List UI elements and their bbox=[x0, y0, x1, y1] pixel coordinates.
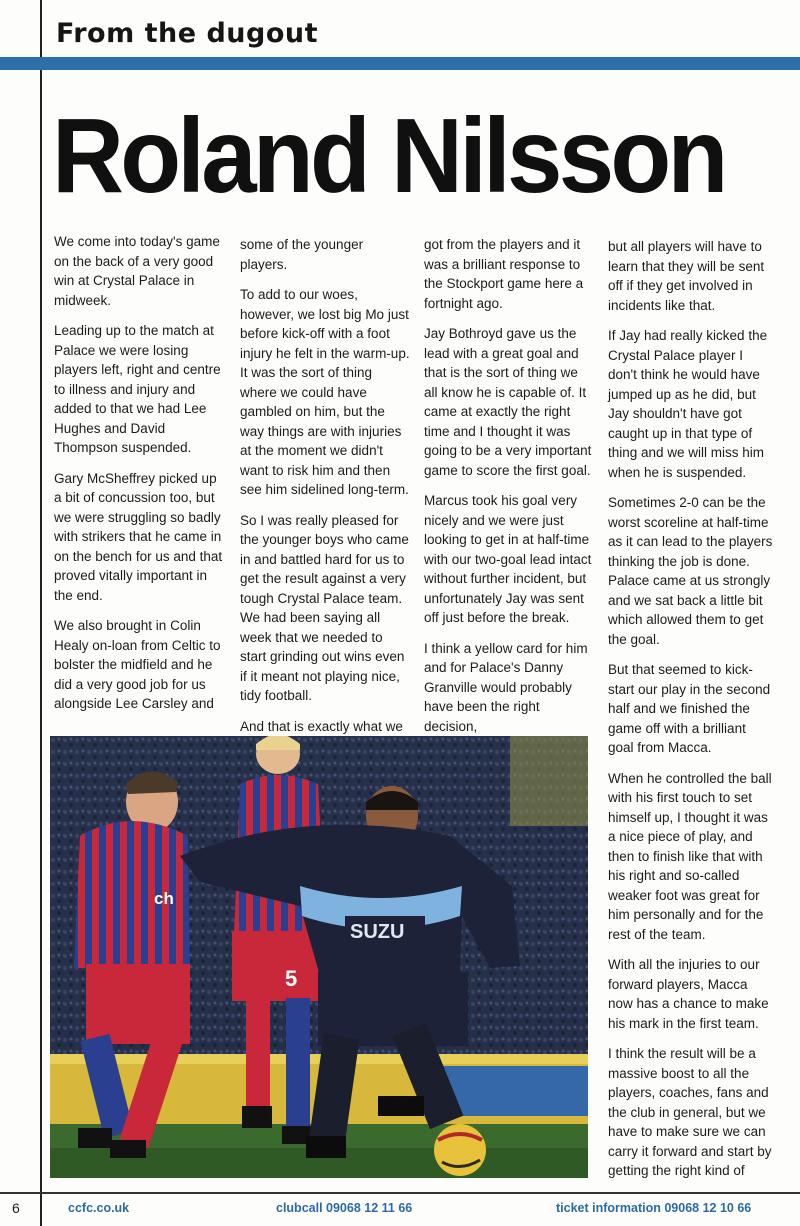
advertising-board-stripe bbox=[50, 1054, 588, 1064]
paragraph: And that is exactly what we bbox=[240, 718, 403, 734]
paragraph: got from the players and it was a brilliant response to the Stockport game here a fortnight ago. bbox=[424, 237, 584, 311]
section-title: From the dugout bbox=[56, 18, 319, 49]
header-blue-band bbox=[0, 57, 800, 70]
paragraph: When he controlled the ball with his first touch to set himself up, I thought it was a nice piece of play, and then to finish like that with his right and so-called weaker foot was great for him personally and for the rest of the team. bbox=[608, 770, 772, 942]
paragraph: If Jay had really kicked the Crystal Palace player I don't think he would have jumped up as he did, but Jay shouldn't have got caught up in that type of thing and we will miss him when he is suspended. bbox=[608, 328, 768, 480]
match-photo bbox=[50, 736, 588, 1178]
ticket-information-number: ticket information 09068 12 10 66 bbox=[556, 1201, 752, 1215]
paragraph: Jay Bothroyd gave us the lead with a great goal and that is the sort of thing we all know he is capable of. It came at exactly the right time and I thought it was going to be a very important game to score the first goal. bbox=[424, 326, 592, 478]
clubcall-number: clubcall 09068 12 11 66 bbox=[276, 1201, 413, 1215]
paragraph: But that seemed to kick-start our play in the second half and we finished the game off with a brilliant goal from Macca. bbox=[608, 662, 771, 755]
football bbox=[434, 1124, 486, 1176]
shirt-sponsor-left: ch bbox=[154, 889, 174, 908]
paragraph: We also brought in Colin Healy on-loan from Celtic to bolster the midfield and he did a very good job for us alongside Lee Carsley and bbox=[54, 618, 221, 711]
paragraph: but all players will have to learn that they will be sent off if they get involved in incidents like that. bbox=[608, 239, 765, 313]
paragraph: So I was really pleased for the younger boys who came in and battled hard for us to get the result against a very tough Crystal Palace team. We had been saying all week that we needed to start grinding out wins even if it meant not playing nice, tidy football. bbox=[240, 512, 409, 703]
article-column-4 bbox=[608, 237, 773, 1192]
paragraph: Leading up to the match at Palace we were losing players left, right and centre to illness and injury and added to that we had Lee Hughes and David Thompson suspended. bbox=[54, 323, 221, 455]
stand-light bbox=[510, 736, 588, 826]
article-column-2 bbox=[240, 235, 410, 747]
paragraph: I think the result will be a massive boost to all the players, coaches, fans and the club in general, but we have to make sure we can carry it forward and start by getting the right kind of bbox=[608, 1046, 772, 1178]
shirt-number: 5 bbox=[285, 966, 298, 991]
shirt-sponsor-right: SUZU bbox=[350, 921, 405, 943]
paragraph: To add to our woes, however, we lost big Mo just before kick-off with a foot injury he felt in the warm-up. It was the sort of thing where we could have gambled on him, but the way things are with injuries at the moment we didn't want to risk him and then see him sidelined long-term. bbox=[240, 287, 410, 497]
paragraph: With all the injuries to our forward players, Macca now has a chance to make his mark in the first team. bbox=[608, 957, 769, 1031]
paragraph: Gary McSheffrey picked up a bit of concussion too, but we were struggling so badly with strikers that he came in on the bench for us and that proved vitally important in the end. bbox=[54, 470, 223, 603]
article-column-1 bbox=[54, 232, 226, 725]
paragraph: We come into today's game on the back of a very good win at Crystal Palace in midweek. bbox=[54, 234, 220, 308]
article-column-3 bbox=[424, 235, 592, 747]
footer-rule bbox=[0, 1192, 800, 1194]
paragraph: Sometimes 2-0 can be the worst scoreline at half-time as it can lead to the players thinking the job is done. Palace came at us strongly and we sat back a little bit which allowed them to get the goal. bbox=[608, 495, 773, 647]
left-margin-rule bbox=[40, 0, 42, 1226]
page-number: 6 bbox=[12, 1200, 20, 1216]
paragraph: I think a yellow card for him and for Palace's Danny Granville would probably have been the right decision, bbox=[424, 640, 588, 734]
headline: Roland Nilsson bbox=[52, 97, 725, 215]
paragraph: some of the younger players. bbox=[240, 237, 364, 272]
website-link[interactable]: ccfc.co.uk bbox=[68, 1201, 130, 1215]
paragraph: Marcus took his goal very nicely and we were just looking to get in at half-time with our two-goal lead intact without further incident, but unfortunately Jay was sent off just before the break. bbox=[424, 493, 592, 625]
